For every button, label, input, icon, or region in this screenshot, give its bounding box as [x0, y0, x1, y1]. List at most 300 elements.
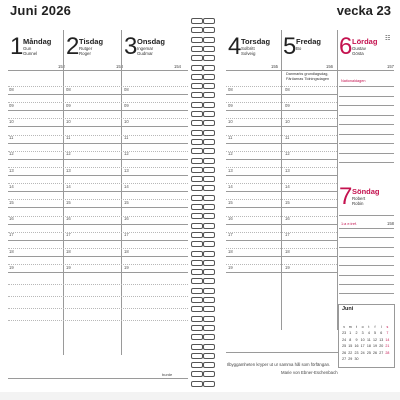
spiral-ring: [191, 371, 203, 377]
mini-calendar-day: 17: [360, 344, 365, 349]
hour-rule-left: [8, 143, 188, 144]
mini-calendar-day: 23: [342, 331, 347, 336]
hour-label: 15: [9, 199, 14, 205]
quote-text: Ilbyggamheten kryper ut ur samma hål som förfängan.: [227, 362, 331, 367]
mini-calendar-day: 21: [385, 344, 390, 349]
hour-label: 17: [66, 232, 71, 238]
hour-label: 14: [66, 183, 71, 189]
spiral-ring: [191, 37, 203, 43]
spiral-ring: [203, 167, 215, 173]
hour-label: 16: [285, 216, 290, 222]
spiral-ring: [191, 316, 203, 322]
hour-label: 08: [66, 86, 71, 92]
sunday-rule: [339, 237, 394, 238]
friday-note: Danmarks grundlagsdag, Färöarnas Tidningsdagen: [286, 72, 330, 81]
hour-label: 09: [66, 102, 71, 108]
hour-label: 17: [228, 232, 233, 238]
spiral-ring: [203, 381, 215, 387]
mini-calendar-weekday: o: [361, 325, 364, 329]
half-hour-rule-right: [226, 264, 337, 265]
day-namedays-1: Gun Gunnel: [23, 46, 38, 56]
mini-calendar-day: [384, 354, 390, 360]
hour-label: 13: [124, 167, 129, 173]
day-number-5: 5: [283, 33, 297, 60]
day-name-4: Torsdag: [241, 37, 271, 46]
hour-label: 11: [228, 135, 233, 141]
spiral-ring: [203, 130, 215, 136]
half-hour-rule-left: [8, 135, 188, 136]
hour-label: 11: [9, 135, 14, 141]
sunday-rule: [339, 284, 394, 285]
week-title: vecka 23: [336, 3, 391, 18]
hour-label: 10: [9, 118, 14, 124]
half-hour-rule-left: [8, 264, 188, 265]
saturday-rule: [339, 153, 394, 154]
mini-calendar-day: 16: [354, 344, 359, 349]
half-hour-rule-right: [226, 216, 337, 217]
spiral-ring: [191, 148, 203, 154]
spiral-ring: [191, 269, 203, 275]
hour-label: 16: [228, 216, 233, 222]
half-hour-rule-right: [226, 151, 337, 152]
hour-label: 19: [228, 264, 233, 270]
hour-rule-left: [8, 191, 188, 192]
hour-label: 15: [66, 199, 71, 205]
hour-rule-right: [226, 126, 337, 127]
spiral-ring: [203, 223, 215, 229]
hour-label: 17: [124, 232, 129, 238]
mini-calendar-day: 26: [342, 350, 347, 355]
spiral-ring: [203, 306, 215, 312]
spiral-ring: [203, 195, 215, 201]
spiral-ring: [203, 111, 215, 117]
mini-calendar-day: 6: [380, 331, 383, 336]
day-of-year-1: 152: [58, 64, 65, 69]
hour-label: 16: [9, 216, 14, 222]
mini-calendar-day: 28: [385, 350, 390, 355]
hour-label: 15: [228, 199, 233, 205]
hour-rule-right: [226, 191, 337, 192]
spiral-ring: [191, 176, 203, 182]
hour-label: 12: [66, 151, 71, 157]
column-divider: [281, 30, 282, 330]
grid-icon: ☷: [385, 36, 391, 42]
saturday-rule: [339, 162, 394, 163]
half-hour-rule-right: [226, 135, 337, 136]
day-namedays-2: Rutger Roger: [79, 46, 93, 56]
mini-calendar-day: 1: [349, 331, 352, 336]
hour-label: 12: [228, 151, 233, 157]
spiral-ring: [203, 316, 215, 322]
sunday-rule: [339, 247, 394, 248]
day-number-4: 4: [228, 33, 242, 60]
half-hour-rule-right: [226, 232, 337, 233]
hour-label: 10: [228, 118, 233, 124]
hour-rule-left: [8, 256, 188, 257]
half-hour-rule-left: [8, 199, 188, 200]
hour-label: 11: [66, 135, 71, 141]
spiral-ring: [191, 297, 203, 303]
hour-rule-right: [226, 110, 337, 111]
hour-rule-left: [8, 240, 188, 241]
hour-label: 18: [285, 248, 290, 254]
hour-rule-left: [8, 110, 188, 111]
hour-label: 09: [228, 102, 233, 108]
saturday-rule: [339, 105, 394, 106]
spiral-ring: [191, 83, 203, 89]
hour-label: 13: [9, 167, 14, 173]
spiral-ring: [191, 55, 203, 61]
mini-calendar-row: [341, 321, 391, 336]
hour-label: 19: [285, 264, 290, 270]
hour-rule-left: [8, 224, 188, 225]
note-rule-left: [8, 308, 188, 309]
hour-rule-right: [226, 143, 337, 144]
hour-label: 17: [9, 232, 14, 238]
half-hour-rule-right: [226, 248, 337, 249]
half-hour-rule-right: [226, 167, 337, 168]
hour-label: 09: [285, 102, 290, 108]
mini-calendar-row: [341, 341, 391, 355]
spiral-ring: [191, 260, 203, 266]
mini-calendar-weekday: v: [343, 325, 345, 329]
hour-label: 16: [124, 216, 129, 222]
day-name-5: Fredag: [296, 37, 322, 46]
hour-rule-left: [8, 207, 188, 208]
spiral-ring: [203, 37, 215, 43]
day-number-6: 6: [339, 33, 353, 60]
day-namedays-7: Robert Robin: [352, 196, 366, 206]
mini-calendar-day: 11: [366, 337, 371, 342]
mini-calendar: [338, 304, 395, 368]
half-hour-rule-right: [226, 199, 337, 200]
column-divider: [121, 30, 122, 355]
spiral-ring: [203, 334, 215, 340]
mini-calendar-day: 20: [379, 344, 384, 349]
spiral-ring: [203, 148, 215, 154]
month-title: Juni 2026: [10, 3, 72, 18]
spiral-ring: [203, 269, 215, 275]
spiral-ring: [203, 278, 215, 284]
spiral-ring: [203, 27, 215, 33]
spiral-ring: [203, 325, 215, 331]
spiral-ring: [191, 120, 203, 126]
day-namedays-3: Ingemar Gudmar: [137, 46, 154, 56]
day-name-7: Söndag: [352, 187, 380, 196]
hour-rule-right: [226, 272, 337, 273]
spiral-ring: [203, 120, 215, 126]
spiral-ring: [203, 204, 215, 210]
spiral-ring: [191, 74, 203, 80]
mini-calendar-day: 24: [342, 337, 347, 342]
mini-calendar-day: 13: [379, 337, 384, 342]
mini-calendar-grid: [341, 315, 391, 361]
saturday-rule: [339, 86, 394, 87]
hour-label: 12: [285, 151, 290, 157]
half-hour-rule-left: [8, 232, 188, 233]
day-of-year-2: 153: [116, 64, 123, 69]
spiral-ring: [191, 251, 203, 257]
spiral-ring: [203, 18, 215, 24]
hour-rule-right: [226, 94, 337, 95]
day-namedays-5: Bo: [296, 46, 302, 51]
spiral-ring: [203, 139, 215, 145]
half-hour-rule-left: [8, 86, 188, 87]
hour-label: 13: [228, 167, 233, 173]
mini-calendar-day: 7: [386, 331, 389, 336]
saturday-rule: [339, 115, 394, 116]
day-number-7: 7: [339, 183, 353, 210]
day-number-1: 1: [10, 33, 24, 60]
mini-calendar-day: 25: [342, 344, 347, 349]
hour-label: 17: [285, 232, 290, 238]
spiral-ring: [191, 325, 203, 331]
mini-calendar-day: 23: [354, 350, 359, 355]
spiral-ring: [203, 102, 215, 108]
day-name-6: Lördag: [352, 37, 378, 46]
hour-label: 19: [9, 264, 14, 270]
mini-calendar-weekday: m: [348, 325, 352, 329]
day-number-3: 3: [124, 33, 138, 60]
spiral-ring: [191, 185, 203, 191]
note-rule-left: [8, 296, 188, 297]
spiral-ring: [203, 46, 215, 52]
sunday-rule: [339, 293, 394, 294]
mini-calendar-weekday: f: [374, 325, 376, 329]
spiral-ring: [191, 167, 203, 173]
day-namedays-6: Gustav Gösta: [352, 46, 366, 56]
mini-calendar-day: 15: [348, 344, 353, 349]
column-divider: [63, 30, 64, 355]
half-hour-rule-left: [8, 216, 188, 217]
hour-label: 08: [228, 86, 233, 92]
hour-label: 10: [124, 118, 129, 124]
spiral-ring: [203, 241, 215, 247]
mini-calendar-day: 10: [360, 337, 365, 342]
hour-label: 16: [66, 216, 71, 222]
note-rule-left: [8, 320, 188, 321]
hour-label: 14: [228, 183, 233, 189]
hour-label: 18: [9, 248, 14, 254]
hour-rule-right: [226, 207, 337, 208]
spiral-ring: [191, 111, 203, 117]
day-name-3: Onsdag: [137, 37, 165, 46]
spiral-ring: [203, 260, 215, 266]
spiral-ring: [203, 176, 215, 182]
spiral-ring: [191, 241, 203, 247]
spiral-ring: [191, 92, 203, 98]
mini-calendar-weekday: s: [386, 325, 389, 329]
spiral-ring: [191, 65, 203, 71]
hour-label: 15: [124, 199, 129, 205]
saturday-rule: [339, 143, 394, 144]
hour-label: 09: [124, 102, 129, 108]
saturday-rule: [339, 96, 394, 97]
hour-rule-left: [8, 272, 188, 273]
hour-label: 19: [66, 264, 71, 270]
spiral-ring: [191, 381, 203, 387]
hour-label: 12: [124, 151, 129, 157]
hour-label: 08: [9, 86, 14, 92]
spiral-ring: [191, 213, 203, 219]
spiral-ring: [203, 344, 215, 350]
hour-label: 18: [66, 248, 71, 254]
spiral-ring: [191, 288, 203, 294]
spiral-ring: [203, 371, 215, 377]
hour-label: 11: [124, 135, 129, 141]
spiral-ring: [191, 46, 203, 52]
hour-label: 14: [9, 183, 14, 189]
hour-label: 10: [66, 118, 71, 124]
hour-label: 09: [9, 102, 14, 108]
footer-rule-left: [8, 378, 188, 379]
mini-calendar-day: 9: [355, 337, 358, 342]
spiral-ring: [203, 185, 215, 191]
spiral-ring: [191, 195, 203, 201]
spiral-ring: [203, 353, 215, 359]
hour-label: 18: [124, 248, 129, 254]
mini-calendar-day: 29: [348, 356, 353, 361]
hour-label: 13: [66, 167, 71, 173]
day-number-2: 2: [66, 33, 80, 60]
mini-calendar-day: 4: [367, 331, 370, 336]
left-page: [6, 15, 189, 393]
spiral-ring: [203, 213, 215, 219]
half-hour-rule-left: [8, 248, 188, 249]
hour-rule-left: [8, 94, 188, 95]
spiral-ring: [191, 18, 203, 24]
half-hour-rule-left: [8, 118, 188, 119]
mini-calendar-day: 22: [348, 350, 353, 355]
spiral-ring: [203, 65, 215, 71]
sunday-rule: [339, 275, 394, 276]
hour-label: 14: [124, 183, 129, 189]
note-rule-left: [8, 284, 188, 285]
spiral-ring: [191, 139, 203, 145]
spiral-ring: [203, 92, 215, 98]
mini-calendar-day: 30: [354, 356, 359, 361]
header-rule-right: [226, 70, 394, 71]
spiral-ring: [191, 362, 203, 368]
sunday-header-rule: [339, 215, 394, 216]
half-hour-rule-right: [226, 118, 337, 119]
mini-calendar-day: 27: [342, 356, 347, 361]
spiral-ring: [203, 55, 215, 61]
mini-calendar-row: [341, 347, 391, 361]
day-of-year-7: 158: [387, 221, 394, 226]
spiral-ring: [203, 251, 215, 257]
mini-calendar-day: 12: [373, 337, 378, 342]
spiral-ring: [191, 158, 203, 164]
day-of-year-6: 157: [387, 64, 394, 69]
half-hour-rule-left: [8, 167, 188, 168]
mini-calendar-day: 18: [366, 344, 371, 349]
hour-label: 15: [285, 199, 290, 205]
hour-label: 14: [285, 183, 290, 189]
hour-rule-left: [8, 175, 188, 176]
mini-calendar-title: Juni: [342, 306, 354, 312]
mini-calendar-day: 5: [374, 331, 377, 336]
hour-rule-right: [226, 224, 337, 225]
half-hour-rule-right: [226, 183, 337, 184]
spiral-ring: [191, 232, 203, 238]
mini-calendar-day: 8: [349, 337, 352, 342]
hour-label: 10: [285, 118, 290, 124]
half-hour-rule-left: [8, 151, 188, 152]
saturday-rule: [339, 134, 394, 135]
half-hour-rule-right: [226, 86, 337, 87]
mini-calendar-day: 19: [373, 344, 378, 349]
mini-calendar-day: 3: [361, 331, 364, 336]
hour-rule-right: [226, 175, 337, 176]
column-divider: [337, 30, 338, 330]
spiral-ring: [203, 74, 215, 80]
spiral-ring: [191, 130, 203, 136]
quote-author: Marie von Ebner-Eschenbach: [281, 370, 338, 375]
page-bottom-shadow: [0, 392, 400, 400]
mini-calendar-day: 2: [355, 331, 358, 336]
spiral-ring: [191, 334, 203, 340]
spiral-ring: [203, 232, 215, 238]
mini-calendar-day: 25: [366, 350, 371, 355]
mini-calendar-row: [341, 334, 391, 349]
hour-rule-right: [226, 159, 337, 160]
spiral-ring: [203, 288, 215, 294]
sunday-rule: [339, 256, 394, 257]
hour-rule-right: [226, 256, 337, 257]
spiral-ring: [191, 306, 203, 312]
mini-calendar-weekday: t: [368, 325, 370, 329]
day-namedays-4: Solbritt Solveig: [241, 46, 256, 56]
hour-label: 12: [9, 151, 14, 157]
spiral-ring: [203, 83, 215, 89]
mini-calendar-day: 14: [385, 337, 390, 342]
mini-calendar-day: 24: [360, 350, 365, 355]
mini-calendar-weekday: t: [355, 325, 357, 329]
spiral-ring: [191, 223, 203, 229]
hour-rule-left: [8, 126, 188, 127]
sunday-rule: [339, 228, 394, 229]
sunday-rule: [339, 265, 394, 266]
hour-label: 19: [124, 264, 129, 270]
spiral-ring: [191, 102, 203, 108]
spiral-ring: [191, 344, 203, 350]
day-name-2: Tisdag: [79, 37, 104, 46]
spiral-ring: [203, 158, 215, 164]
mini-calendar-day: 26: [373, 350, 378, 355]
hour-label: 08: [285, 86, 290, 92]
mini-calendar-day: 27: [379, 350, 384, 355]
day-name-1: Måndag: [23, 37, 52, 46]
hour-label: 18: [228, 248, 233, 254]
spiral-ring: [191, 27, 203, 33]
half-hour-rule-left: [8, 102, 188, 103]
day-of-year-5: 156: [326, 64, 333, 69]
footer-left-word: burde: [162, 372, 173, 377]
saturday-rule: [339, 124, 394, 125]
spiral-ring: [203, 362, 215, 368]
spiral-ring: [191, 353, 203, 359]
day-of-year-3: 154: [174, 64, 181, 69]
hour-rule-left: [8, 159, 188, 160]
hour-label: 08: [124, 86, 129, 92]
header-rule-left: [8, 70, 188, 71]
hour-label: 11: [285, 135, 290, 141]
saturday-holiday: Nationaldagen: [341, 79, 366, 83]
spiral-ring: [203, 297, 215, 303]
spiral-ring: [191, 204, 203, 210]
spiral-ring: [191, 278, 203, 284]
